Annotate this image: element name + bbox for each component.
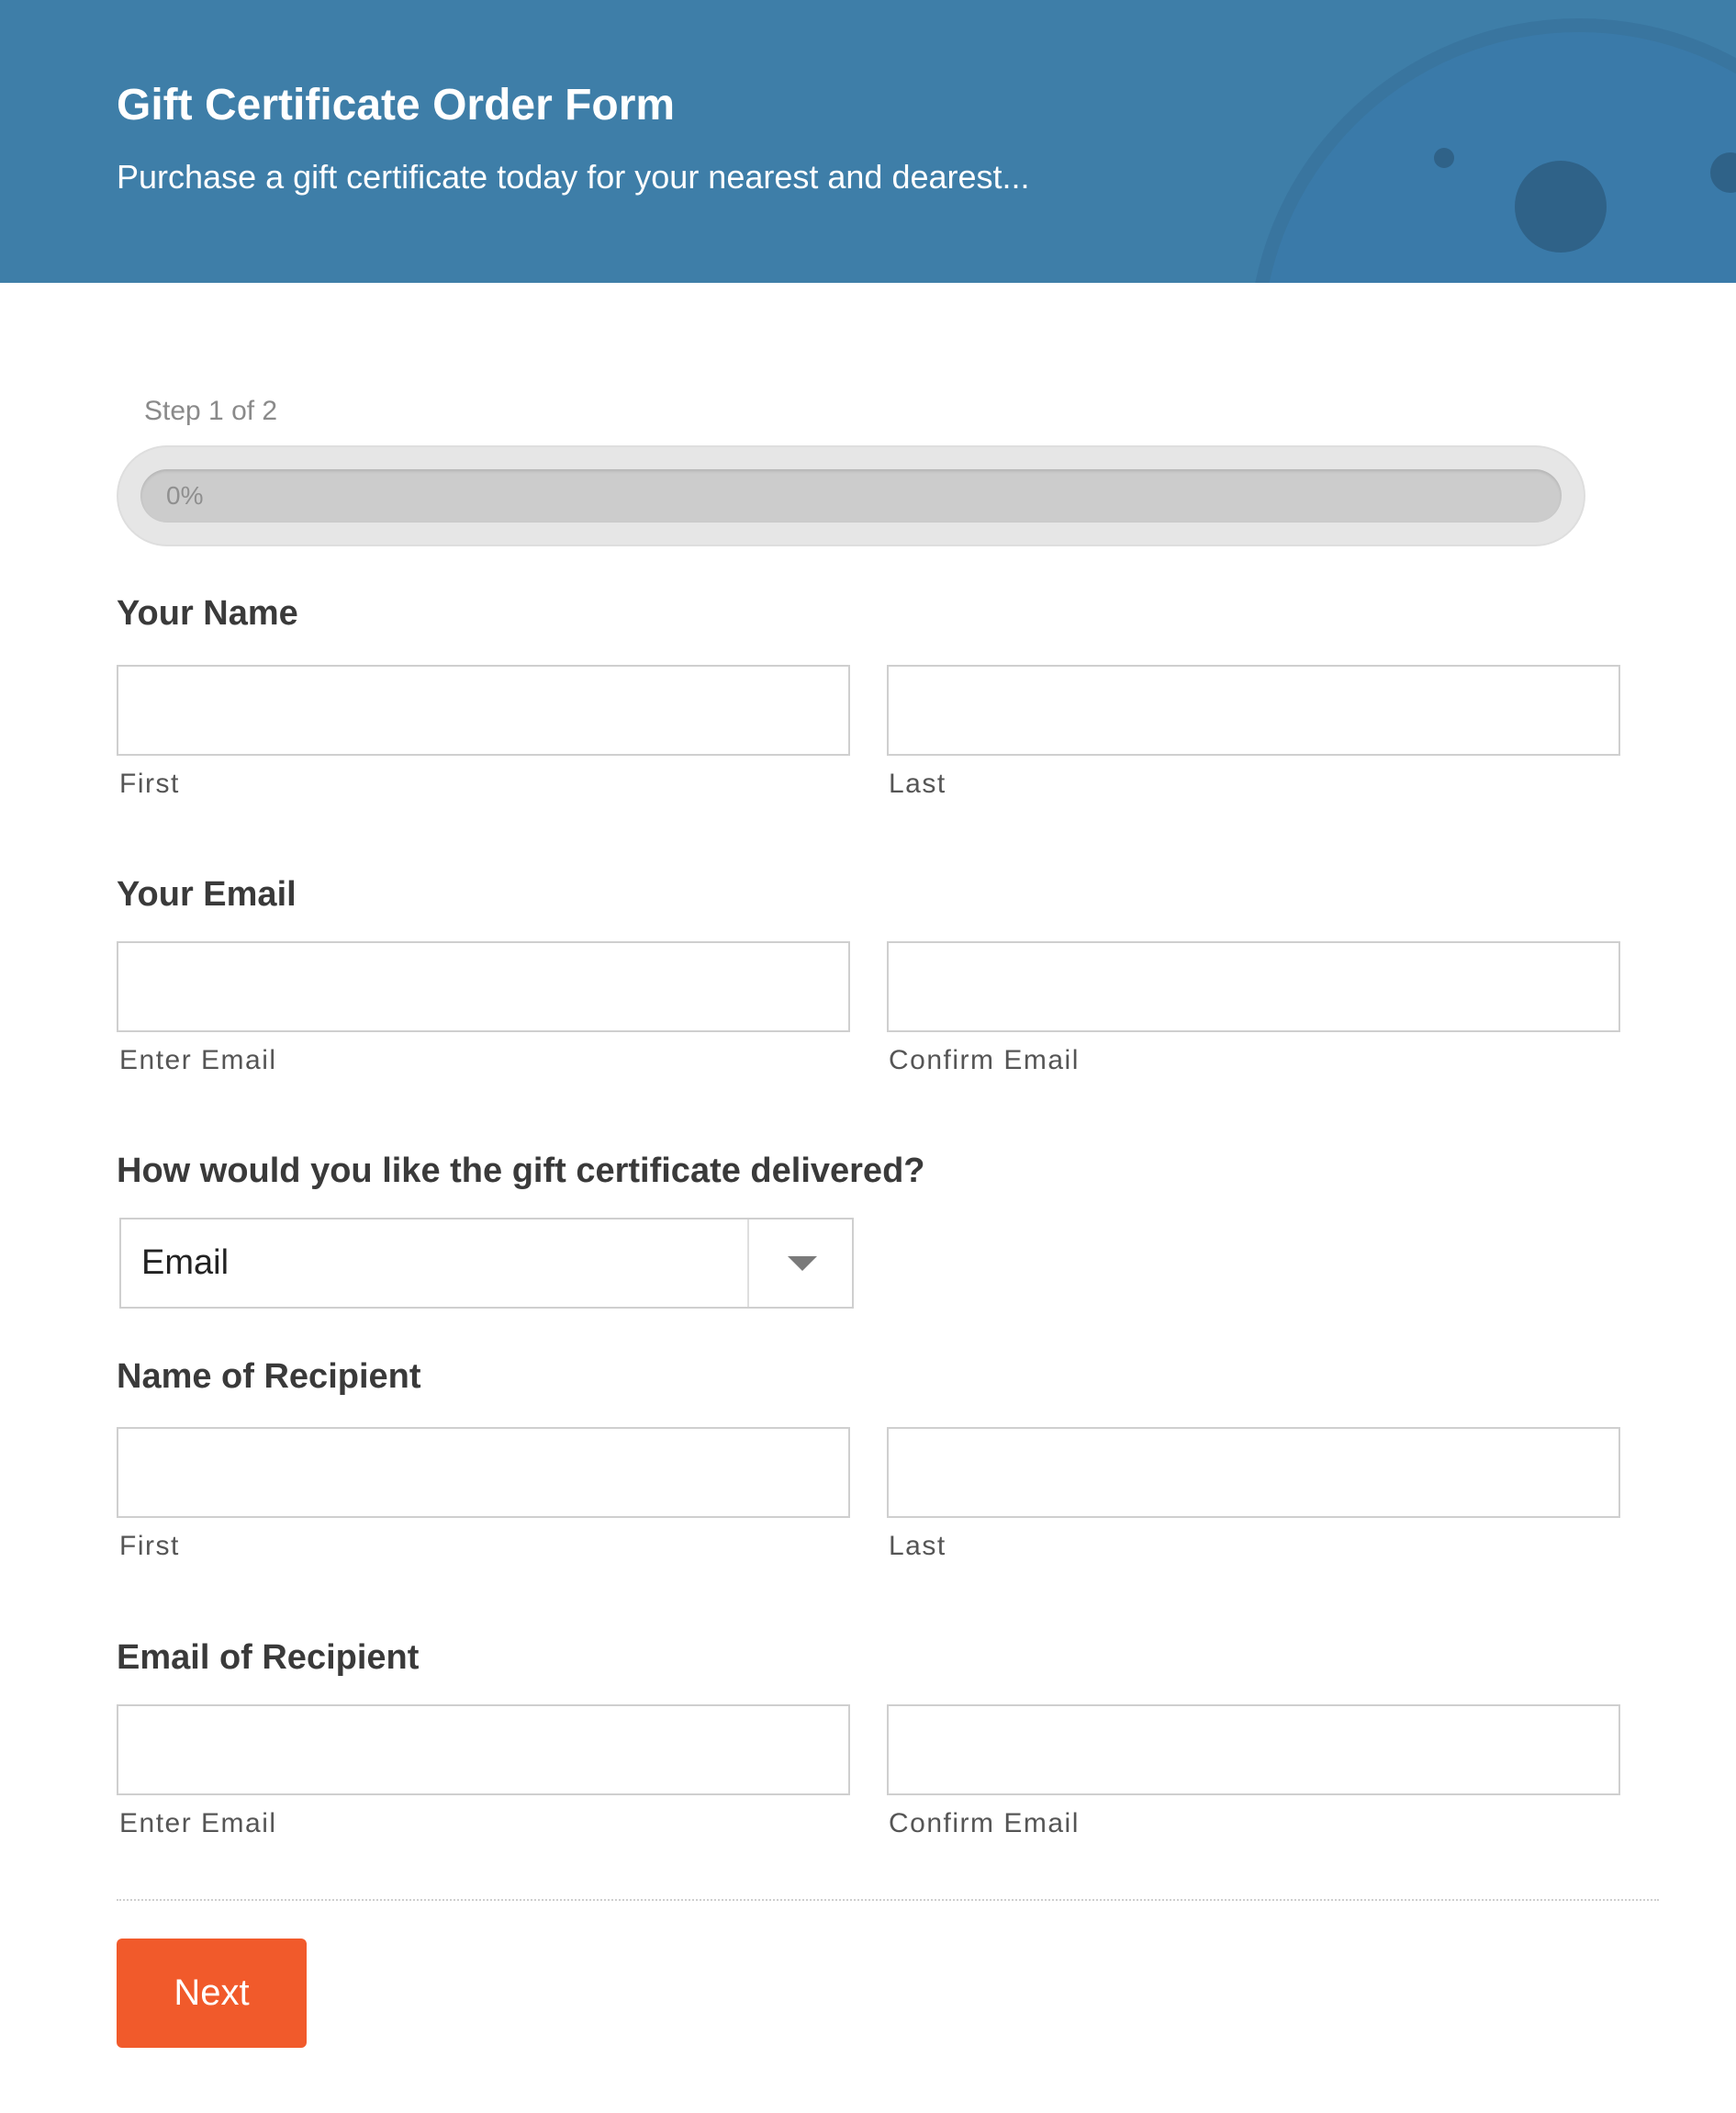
recipient-confirm-email-input[interactable] [887, 1704, 1620, 1795]
your-confirm-email-input[interactable] [887, 941, 1620, 1032]
progress-percent: 0% [166, 481, 204, 510]
recipient-email-label: Email of Recipient [117, 1638, 420, 1677]
chevron-down-icon[interactable] [786, 1253, 819, 1275]
form-header [0, 0, 1736, 283]
next-button[interactable]: Next [117, 1939, 307, 2048]
recipient-confirm-email-sublabel: Confirm Email [889, 1808, 1080, 1838]
your-email-label: Your Email [117, 875, 297, 914]
progress-bar [117, 445, 1585, 546]
your-confirm-email-sublabel: Confirm Email [889, 1045, 1080, 1075]
delivery-method-value: Email [141, 1243, 230, 1282]
your-first-name-sublabel: First [119, 769, 180, 799]
delivery-method-select[interactable] [119, 1218, 854, 1309]
your-email-sublabel: Enter Email [119, 1045, 277, 1075]
recipient-last-name-input[interactable] [887, 1427, 1620, 1518]
recipient-email-sublabel: Enter Email [119, 1808, 277, 1838]
page-title: Gift Certificate Order Form [117, 81, 676, 129]
your-last-name-input[interactable] [887, 665, 1620, 756]
your-last-name-sublabel: Last [889, 769, 946, 799]
select-divider [747, 1219, 749, 1307]
progress-track [140, 469, 1562, 523]
recipient-first-name-sublabel: First [119, 1531, 180, 1561]
step-indicator: Step 1 of 2 [144, 396, 278, 426]
recipient-first-name-input[interactable] [117, 1427, 850, 1518]
delivery-method-label: How would you like the gift certificate delivered? [117, 1152, 925, 1190]
form-divider [117, 1899, 1659, 1901]
header-decoration-icon [0, 0, 1736, 283]
recipient-last-name-sublabel: Last [889, 1531, 946, 1561]
page-subtitle: Purchase a gift certificate today for your nearest and dearest... [117, 158, 1030, 196]
recipient-email-input[interactable] [117, 1704, 850, 1795]
your-first-name-input[interactable] [117, 665, 850, 756]
your-email-input[interactable] [117, 941, 850, 1032]
your-name-label: Your Name [117, 594, 298, 633]
recipient-name-label: Name of Recipient [117, 1357, 421, 1396]
